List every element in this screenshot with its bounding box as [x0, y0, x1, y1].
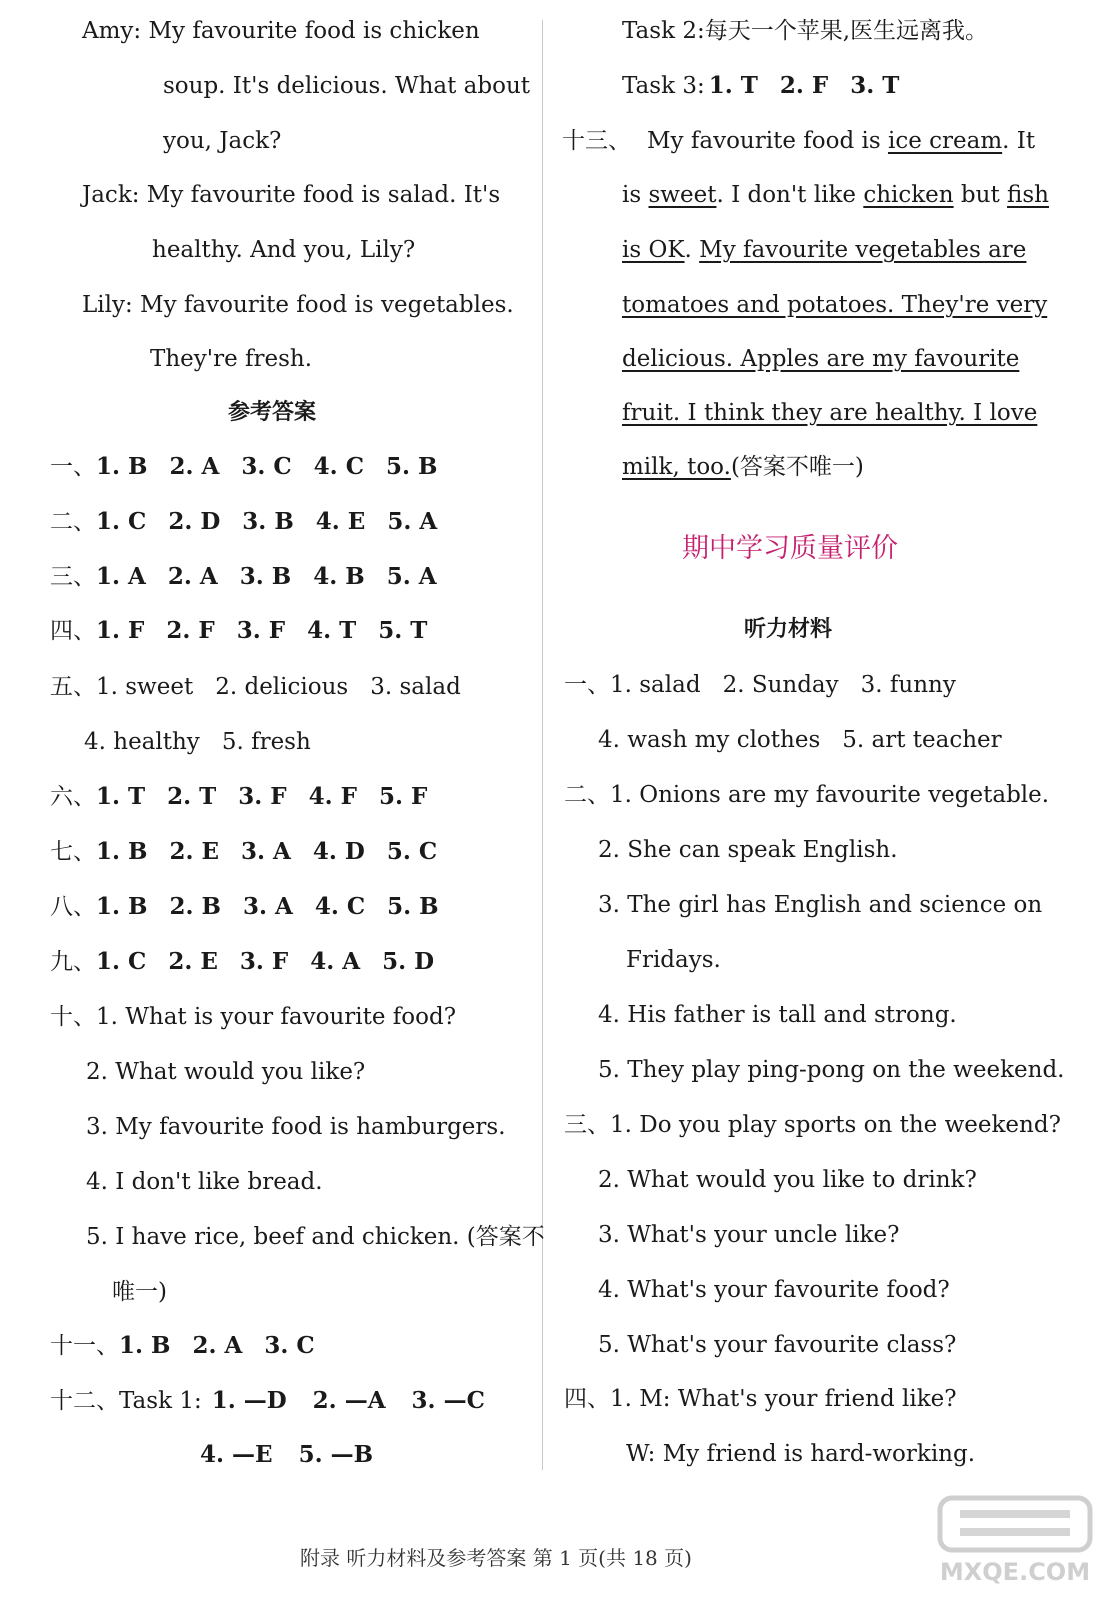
answer-item: 4. I don't like bread.	[86, 1169, 323, 1195]
essay-underlined: is OK	[622, 237, 685, 263]
section-mark: 九、	[50, 949, 96, 975]
answer-item: 5. What's your favourite class?	[598, 1332, 957, 1358]
answer-item-cont: Fridays.	[626, 947, 721, 973]
answer-item: 4. —E	[200, 1441, 273, 1468]
section-10	[50, 1002, 456, 1032]
answer-item: 4. D	[312, 838, 365, 865]
answer-item-cont: W: My friend is hard-working.	[626, 1441, 976, 1467]
essay-underlined: chicken	[863, 182, 954, 208]
answer-item: 5. They play ping-pong on the weekend.	[598, 1057, 1065, 1083]
answer-item: 2. A	[167, 563, 218, 590]
answer-item: 2. E	[168, 948, 218, 975]
answer-item: 1. M: What's your friend like?	[610, 1386, 957, 1412]
essay-line-7	[622, 452, 864, 482]
task-label: Task 3:	[622, 73, 705, 99]
answer-item: 4. B	[313, 563, 365, 590]
answer-item: 1. —D	[211, 1387, 287, 1414]
section-6	[50, 782, 427, 812]
watermark-text: MXQE.COM	[939, 1558, 1091, 1586]
section-mark: 八、	[50, 894, 96, 920]
section-2	[50, 507, 437, 537]
answer-item: 3. A	[241, 838, 291, 865]
answer-item: 2. She can speak English.	[598, 837, 898, 863]
answer-item: 3. funny	[860, 672, 956, 698]
listening-section-4	[564, 1384, 957, 1414]
answer-item: 3. C	[264, 1332, 315, 1359]
answer-item: 4. C	[314, 893, 366, 920]
section-7	[50, 837, 437, 867]
task-label: Task 1:	[119, 1388, 202, 1414]
dialogue-jack-line2: healthy. And you, Lily?	[152, 237, 416, 263]
answer-item: 4. T	[307, 617, 357, 644]
answer-item: 2. A	[192, 1332, 243, 1359]
answer-item: 1. B	[96, 838, 148, 865]
answer-item: 5. D	[382, 948, 435, 975]
answer-item: 5. F	[379, 783, 428, 810]
essay-text: . I don't like	[716, 182, 864, 208]
section-mark: 一、	[564, 672, 610, 698]
answer-item: 4. What's your favourite food?	[598, 1277, 950, 1303]
answer-item: 5. A	[386, 563, 437, 590]
answer-item: 3. salad	[370, 674, 461, 700]
answer-item: 1. A	[96, 563, 146, 590]
section-mark: 十一、	[50, 1333, 119, 1359]
answer-item: 3. T	[850, 72, 900, 99]
section-mark: 五、	[50, 674, 96, 700]
section-13	[562, 126, 1035, 156]
section-4	[50, 616, 427, 646]
answer-item: 1. B	[96, 893, 148, 920]
task2-answer: Task 2:每天一个苹果,医生远离我。	[622, 18, 989, 44]
answer-item: 4. F	[308, 783, 357, 810]
watermark-logo	[930, 1490, 1100, 1590]
dialogue-amy-line2: soup. It's delicious. What about	[163, 73, 531, 99]
answer-item: 3. F	[236, 617, 286, 644]
section-9	[50, 947, 434, 977]
section-mark: 二、	[564, 782, 610, 808]
answer-item: 1. B	[119, 1332, 171, 1359]
section-5	[50, 672, 461, 702]
listening-heading: 听力材料	[744, 617, 833, 642]
essay-text: My favourite food is	[647, 128, 888, 154]
answer-item: 2. What would you like?	[86, 1059, 366, 1085]
section-8	[50, 892, 439, 922]
answer-item: 1. Onions are my favourite vegetable.	[610, 782, 1050, 808]
answer-item: 3. What's your uncle like?	[598, 1222, 900, 1248]
essay-line-3	[622, 235, 1026, 265]
answer-item: 1. Do you play sports on the weekend?	[610, 1112, 1061, 1138]
answer-item: 4. wash my clothes	[598, 727, 821, 753]
section-mark: 三、	[564, 1112, 610, 1138]
section-mark: 六、	[50, 784, 96, 810]
dialogue-amy-line3: you, Jack?	[163, 128, 282, 154]
answer-item: 1. T	[96, 783, 146, 810]
essay-line-6: fruit. I think they are healthy. I love	[622, 400, 1038, 426]
essay-note: (答案不唯一)	[730, 454, 864, 480]
answer-item: 5. A	[387, 508, 438, 535]
answer-item: 1. salad	[610, 672, 701, 698]
answer-item: 2. F	[166, 617, 215, 644]
section-12-cont	[200, 1440, 373, 1470]
essay-text: but	[953, 182, 1008, 208]
answer-item: 2. F	[779, 72, 829, 99]
answers-heading: 参考答案	[228, 400, 317, 425]
section-mark: 二、	[50, 509, 96, 535]
section-5-cont	[84, 727, 311, 757]
section-mark: 十、	[50, 1004, 96, 1030]
dialogue-amy-line1: Amy: My favourite food is chicken	[82, 18, 480, 44]
answer-item: 1. C	[96, 508, 147, 535]
page-footer: 附录 听力材料及参考答案 第 1 页(共 18 页)	[300, 1546, 692, 1570]
essay-underlined: milk, too.	[622, 454, 731, 480]
answer-item: 1. B	[96, 453, 148, 480]
answer-item: 3. F	[238, 783, 287, 810]
essay-underlined: fish	[1007, 182, 1049, 208]
essay-text: .	[684, 237, 700, 263]
listening-section-1-cont	[598, 725, 1002, 755]
answer-item: 3. —C	[411, 1387, 485, 1414]
answer-item: 3. B	[242, 508, 294, 535]
essay-text: . It	[1002, 128, 1036, 154]
section-mark: 十三、	[562, 128, 631, 154]
answer-item: 2. Sunday	[722, 672, 839, 698]
answer-item: 4. C	[313, 453, 364, 480]
answer-item: 4. E	[315, 508, 366, 535]
answer-item-cont: 唯一)	[112, 1279, 167, 1305]
answer-item: 4. A	[310, 948, 361, 975]
section-mark: 一、	[50, 454, 96, 480]
section-1	[50, 452, 437, 482]
section-mark: 四、	[50, 618, 96, 644]
section-12	[50, 1386, 485, 1416]
answer-item: 3. B	[239, 563, 292, 590]
column-divider	[542, 20, 543, 1470]
section-mark: 四、	[564, 1386, 610, 1412]
answer-item: 1. T	[708, 72, 758, 99]
answer-item: 1. sweet	[96, 674, 194, 700]
answer-item: 5. C	[386, 838, 438, 865]
answer-item: 1. C	[96, 948, 147, 975]
essay-line-2	[622, 180, 1049, 210]
dialogue-jack-line1: Jack: My favourite food is salad. It's	[82, 182, 501, 208]
answer-item: 1. What is your favourite food?	[96, 1004, 457, 1030]
answer-item: 4. healthy	[84, 729, 200, 755]
task3-answers	[622, 71, 899, 101]
answer-item: 3. F	[239, 948, 289, 975]
section-11	[50, 1331, 315, 1361]
section-3	[50, 562, 437, 592]
dialogue-lily-line1: Lily: My favourite food is vegetables.	[82, 292, 514, 318]
answer-item: 2. T	[167, 783, 217, 810]
listening-section-2	[564, 780, 1049, 810]
answer-item: 2. delicious	[215, 674, 349, 700]
essay-underlined: My favourite vegetables are	[699, 237, 1027, 263]
answer-item: 5. I have rice, beef and chicken. (答案不	[86, 1224, 545, 1250]
answer-item: 3. The girl has English and science on	[598, 892, 1043, 918]
listening-section-3	[564, 1110, 1061, 1140]
watermark-icon	[930, 1490, 1100, 1590]
essay-text: is	[622, 182, 649, 208]
answer-item: 3. My favourite food is hamburgers.	[86, 1114, 506, 1140]
listening-section-1	[564, 670, 956, 700]
answer-item: 2. What would you like to drink?	[598, 1167, 977, 1193]
essay-underlined: ice cream	[887, 128, 1003, 154]
answer-item: 5. art teacher	[842, 727, 1002, 753]
section-mark: 三、	[50, 564, 96, 590]
dialogue-lily-line2: They're fresh.	[150, 346, 313, 372]
answer-item: 5. B	[386, 453, 438, 480]
answer-item: 2. A	[169, 453, 220, 480]
answer-item: 3. A	[242, 893, 293, 920]
essay-line-4: tomatoes and potatoes. They're very	[622, 292, 1048, 318]
section-mark: 七、	[50, 839, 96, 865]
midterm-title: 期中学习质量评价	[682, 533, 898, 564]
answer-item: 2. —A	[312, 1387, 386, 1414]
answer-item: 2. E	[169, 838, 220, 865]
answer-item: 3. C	[241, 453, 292, 480]
answer-item: 1. F	[96, 617, 145, 644]
answer-item: 4. His father is tall and strong.	[598, 1002, 957, 1028]
answer-item: 2. B	[169, 893, 221, 920]
essay-line-5: delicious. Apples are my favourite	[622, 346, 1020, 372]
essay-underlined: sweet	[648, 182, 717, 208]
answer-item: 5. T	[378, 617, 428, 644]
answer-item: 5. —B	[298, 1441, 374, 1468]
section-mark: 十二、	[50, 1388, 119, 1414]
answer-item: 5. B	[387, 893, 439, 920]
answer-item: 5. fresh	[221, 729, 311, 755]
answer-item: 2. D	[168, 508, 221, 535]
